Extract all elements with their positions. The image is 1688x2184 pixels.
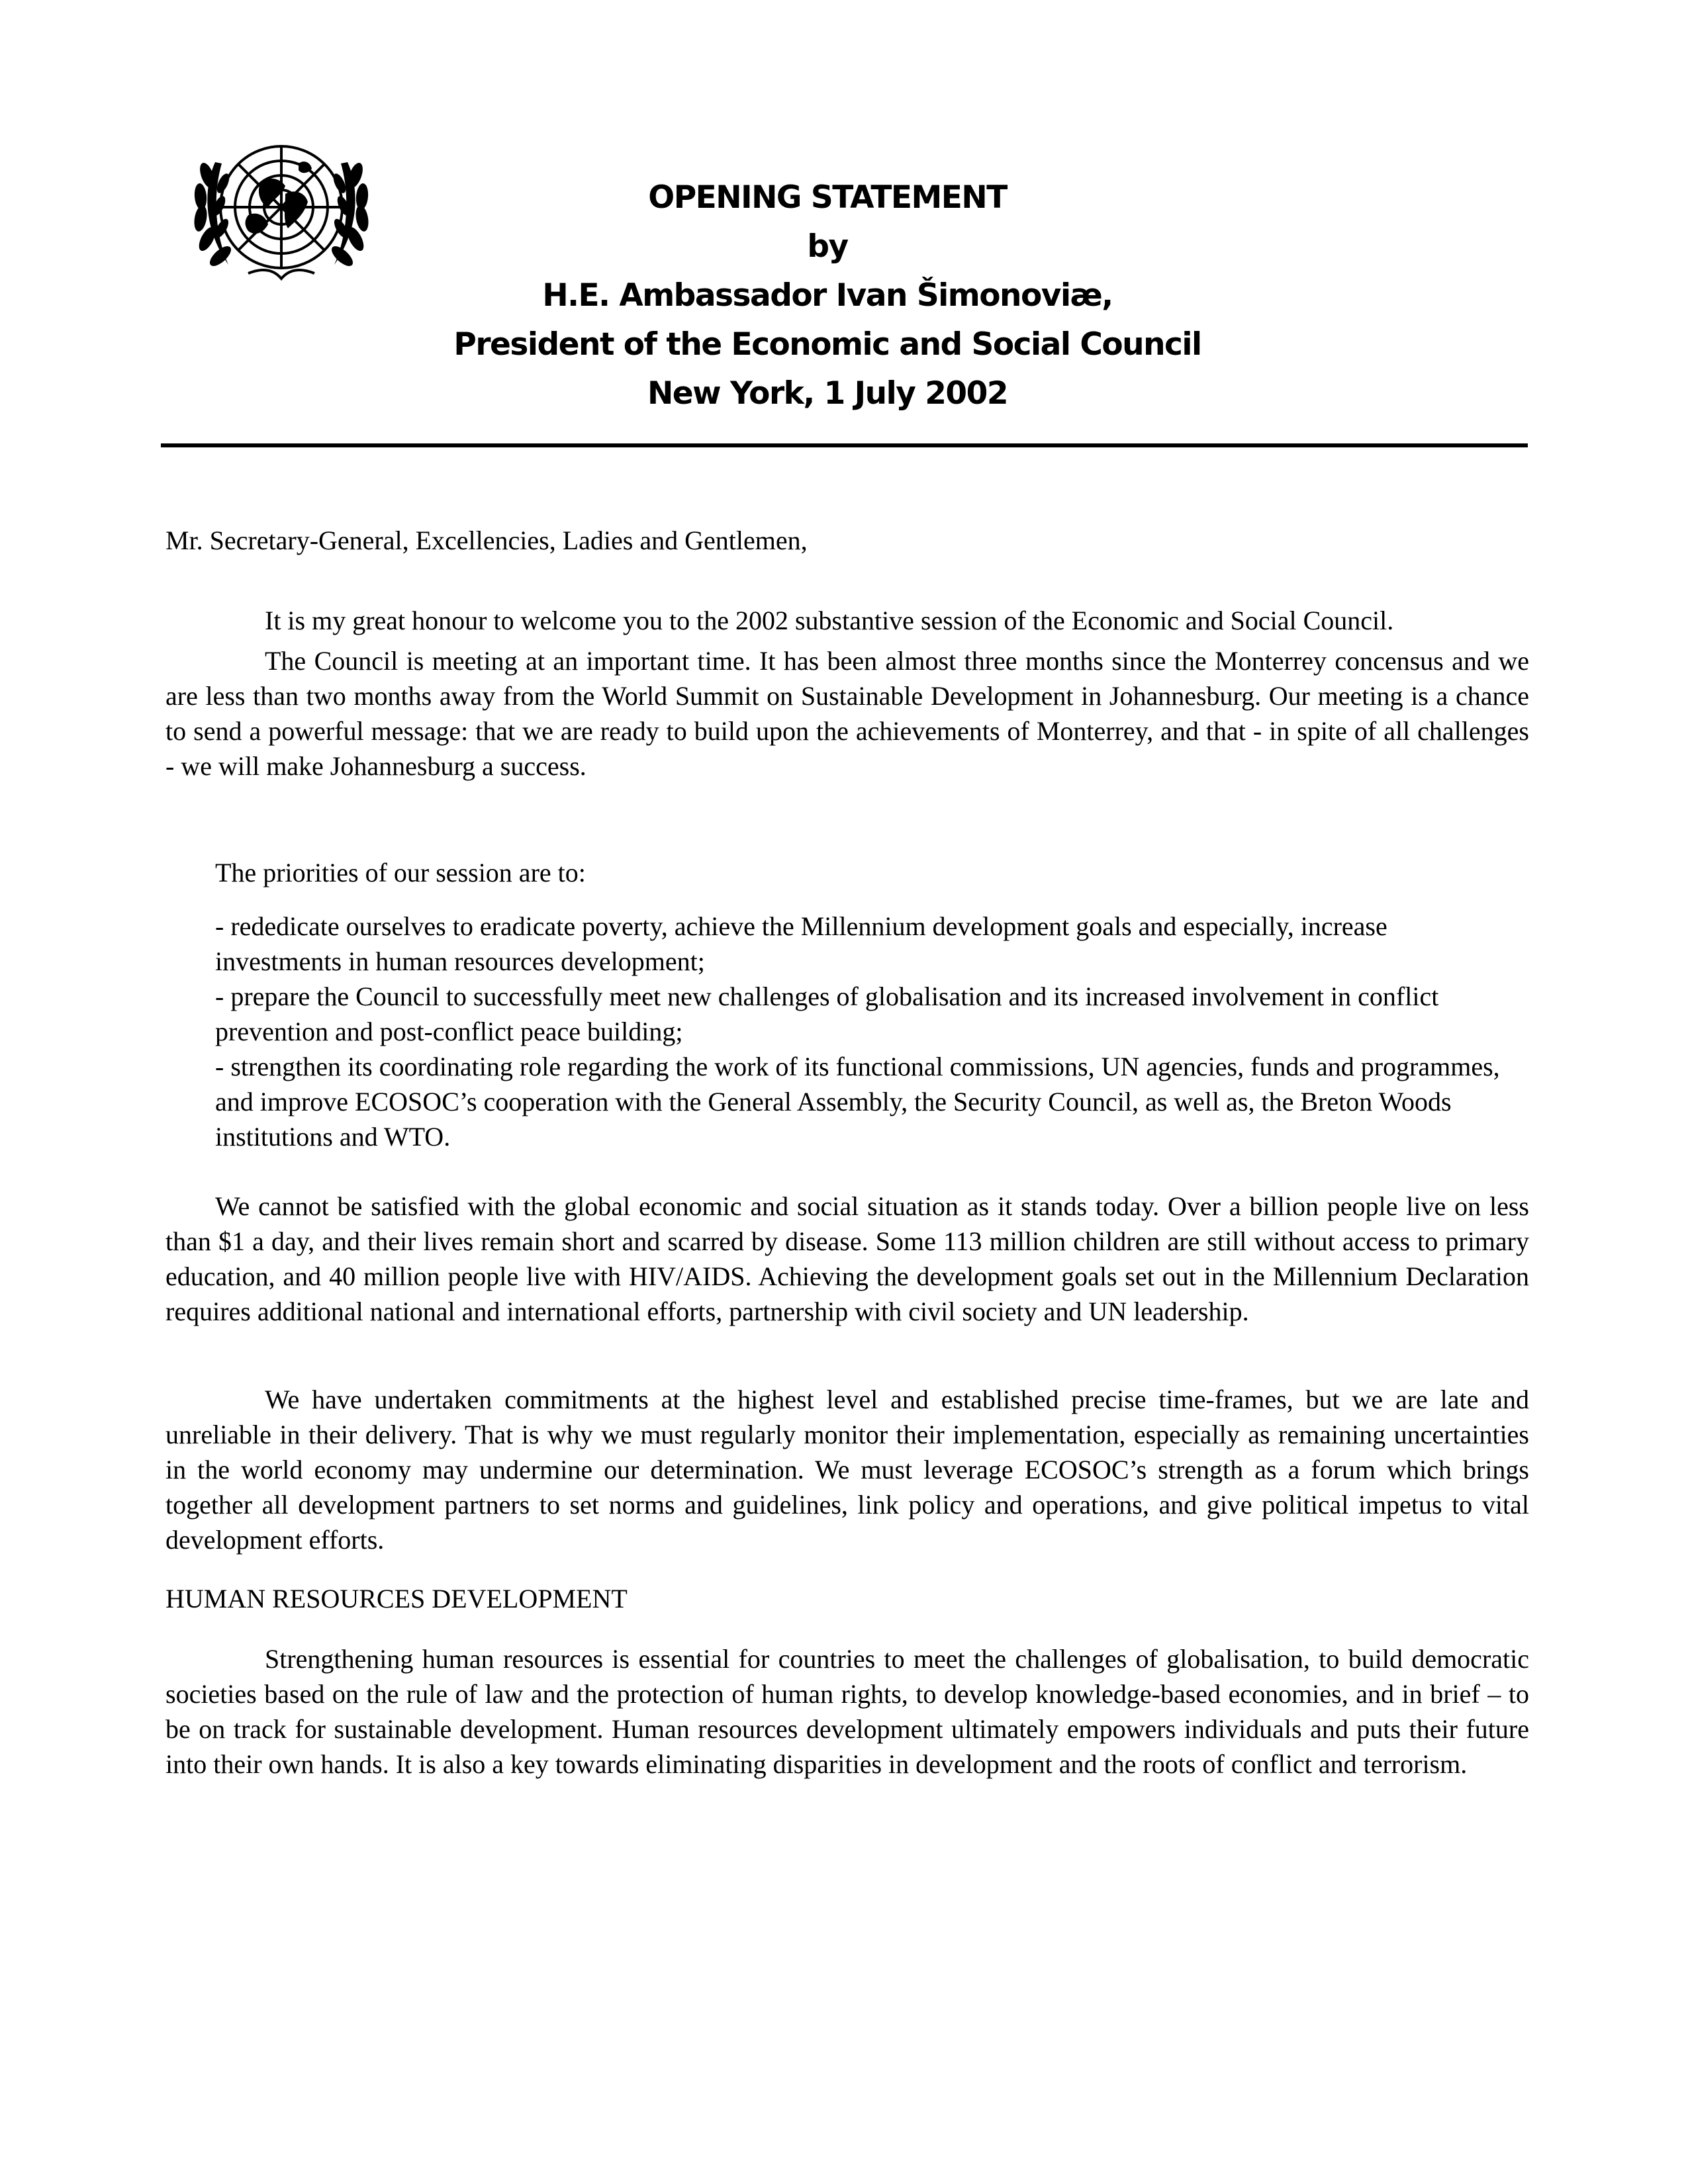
header-divider	[161, 443, 1528, 447]
paragraph-global-situation: We cannot be satisfied with the global economic and social situation as it stands today. Over a billion people live on less than $1 a day, and their lives remain short and scarred by disease. Some 113 million children are still without access to primary education, and 40 million people live with HIV/AIDS. Achieving the development goals set out in the Millennium Declaration requires additional national and international efforts, partnership with civil society and UN leadership.	[165, 1191, 1529, 1326]
list-item: - rededicate ourselves to eradicate poverty, achieve the Millennium development goals and especially, increase investments in human resources development;	[215, 911, 1387, 976]
paragraph-welcome: It is my great honour to welcome you to the 2002 substantive session of the Economic and Social Council.	[265, 606, 1394, 635]
heading-line-title: OPENING STATEMENT	[648, 179, 1007, 216]
priorities-intro: The priorities of our session are to:	[215, 858, 586, 887]
list-item: - prepare the Council to successfully meet new challenges of globalisation and its increased involvement in conflict prevention and post-conflict peace building;	[215, 981, 1439, 1046]
list-item: - strengthen its coordinating role regarding the work of its functional commissions, UN agencies, funds and programmes, and improve ECOSOC’s cooperation with the General Assembly, the Security Council, as well as, the Breton Woods institutions and WTO.	[215, 1052, 1500, 1152]
paragraph-commitments: We have undertaken commitments at the highest level and established precise time-frames, but we are late and unreliable in their delivery. That is why we must regularly monitor their implementation, especially as remaining uncertainties in the world economy may undermine our determination. We must leverage ECOSOC’s strength as a forum which brings together all development partners to set norms and guidelines, link policy and operations, and give political impetus to vital development efforts.	[165, 1385, 1529, 1555]
paragraph-council-meeting: The Council is meeting at an important time. It has been almost three months since the Monterrey concensus and we are less than two months away from the World Summit on Sustainable Development in Johannesburg. Our meeting is a chance to send a powerful message: that we are ready to build upon the achievements of Monterrey, and that - in spite of all challenges - we will make Johannesburg a success.	[165, 646, 1529, 781]
priorities-list	[215, 909, 1509, 1154]
priorities-section	[215, 855, 1509, 1154]
salutation: Mr. Secretary-General, Excellencies, Ladies and Gentlemen,	[165, 525, 808, 555]
statement-heading	[318, 173, 1337, 418]
heading-line-place-date: New York, 1 July 2002	[647, 375, 1008, 412]
statement-body	[165, 523, 1529, 1782]
heading-line-speaker: H.E. Ambassador Ivan Šimonoviæ,	[542, 277, 1113, 314]
heading-line-by: by	[807, 228, 848, 265]
heading-line-role: President of the Economic and Social Council	[453, 326, 1201, 363]
section-heading: HUMAN RESOURCES DEVELOPMENT	[165, 1584, 628, 1614]
paragraph-human-resources: Strengthening human resources is essential for countries to meet the challenges of globalisation, to build democratic societies based on the rule of law and the protection of human rights, to develop knowledge-based economies, and in brief – to be on track for sustainable development. Human resources development ultimately empowers individuals and puts their future into their own hands. It is also a key towards eliminating disparities in development and the roots of conflict and terrorism.	[165, 1644, 1529, 1779]
